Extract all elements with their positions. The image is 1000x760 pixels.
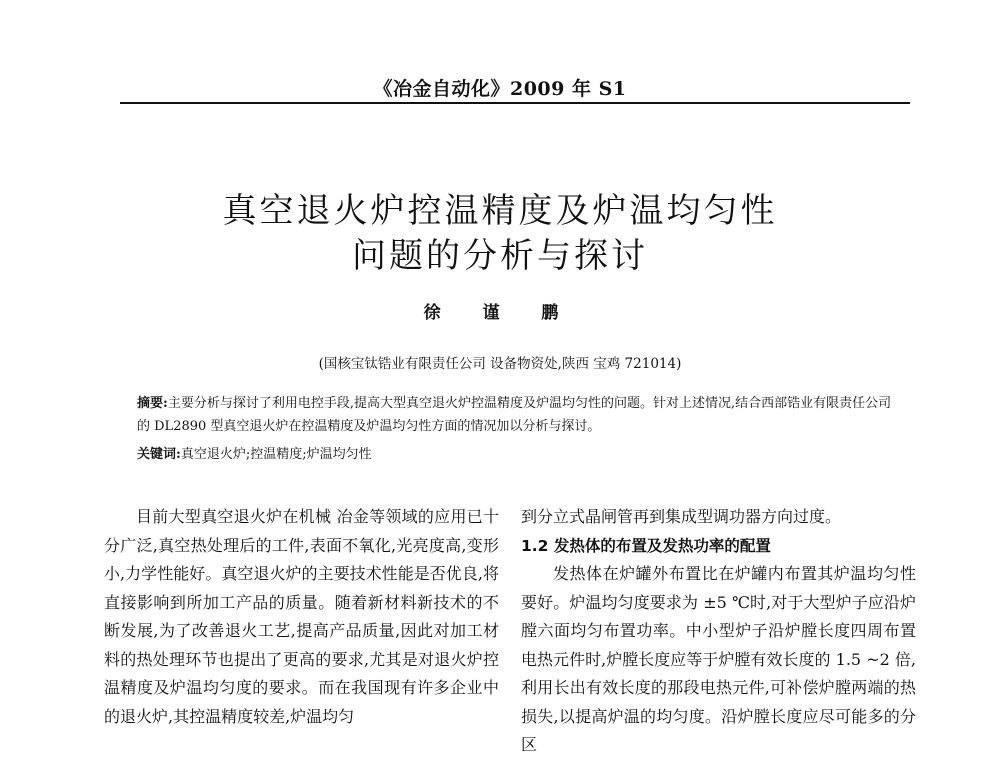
affiliation: (国核宝钛锆业有限责任公司 设备物资处,陕西 宝鸡 721014)	[318, 356, 682, 372]
abstract	[137, 392, 897, 438]
keywords-text: 真空退火炉;控温精度;炉温均匀性	[180, 447, 372, 462]
author: 徐 谨 鹏	[423, 303, 577, 323]
section-heading-1-2: 1.2 发热体的布置及发热功率的配置	[521, 536, 771, 555]
body-paragraph-left: 目前大型真空退火炉在机械 冶金等领域的应用已十分广泛,真空热处理后的工件,表面不氧化,光亮度高,变形小,力学性能好。真空退火炉的主要技术性能是否优良,将直接影响到所加工产品的质量。随着新材料新技术的不断发展,为了改善退火工艺,提高产品质量,因此对加工材料的热处理环节也提出了更高的要求,尤其是对退火炉控温精度及炉温均匀度的要求。而在我国现有许多企业中的退火炉,其控温精度较差,炉温均匀	[104, 507, 499, 726]
body-column-left	[104, 503, 499, 731]
body-paragraph-right: 发热体在炉罐外布置比在炉罐内布置其炉温均匀性要好。炉温均匀度要求为 ±5 ℃时,对于大型炉子应沿炉膛六面均匀布置功率。中小型炉子沿炉膛长度四周布置电热元件时,炉膛长度应等于炉膛有效长度的 1.5 ~2 倍,利用长出有效长度的那段电热元件,可补偿炉膛两端的热损失,以提高炉温的均匀度。沿炉膛长度应尽可能多的分区	[521, 564, 916, 754]
body-column-right	[521, 503, 916, 760]
abstract-text: 主要分析与探讨了利用电控手段,提高大型真空退火炉控温精度及炉温均匀性的问题。针对上述情况,结合西部锆业有限责任公司的 DL2890 型真空退火炉在控温精度及炉温均匀性方面的情况加以分析与探讨。	[137, 396, 892, 434]
abstract-label: 摘要:	[137, 396, 168, 411]
journal-header: 《冶金自动化》2009 年 S1	[373, 78, 627, 100]
paper-title-line-1: 真空退火炉控温精度及炉温均匀性	[222, 191, 778, 231]
header-rule	[120, 102, 910, 104]
keywords-label: 关键词:	[137, 447, 181, 462]
body-paragraph-continuation: 到分立式晶闸管再到集成型调功器方向过度。	[521, 507, 842, 526]
keywords	[137, 443, 897, 462]
paper-title-line-2: 问题的分析与探讨	[352, 236, 648, 276]
